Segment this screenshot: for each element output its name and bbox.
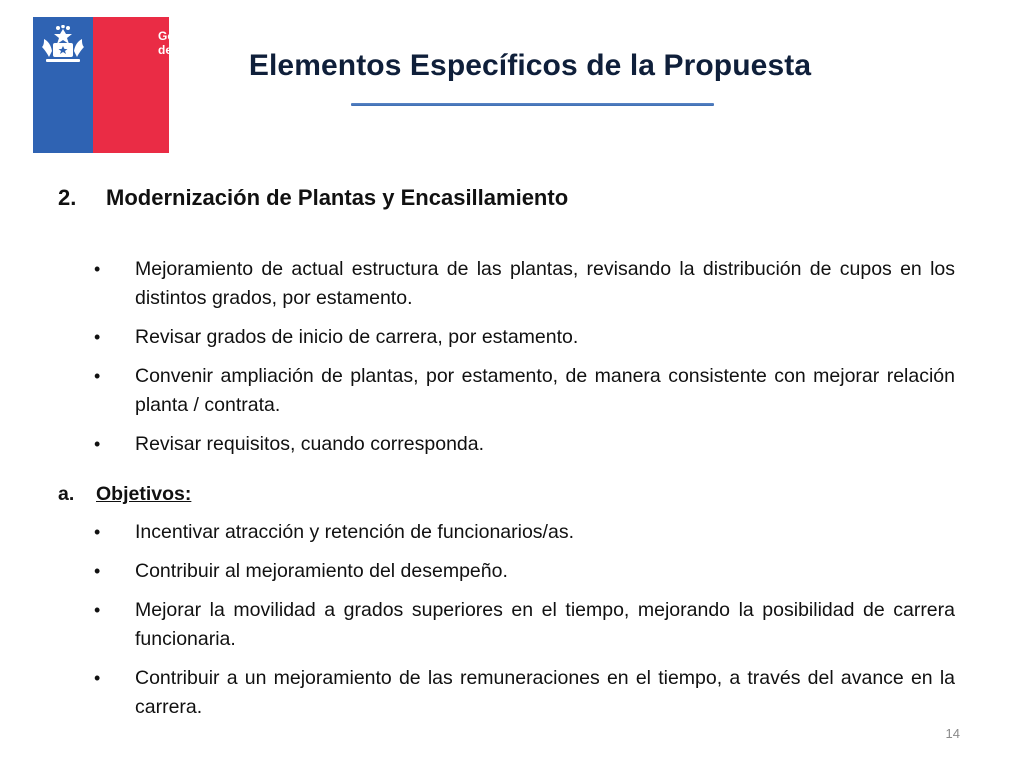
list-item <box>90 430 955 459</box>
bullet-icon: • <box>94 668 101 688</box>
subsection-title: Objetivos: <box>96 483 192 505</box>
list-item <box>90 596 955 654</box>
list-item <box>90 557 955 586</box>
objective-text: Contribuir al mejoramiento del desempeño. <box>135 560 508 582</box>
list-item <box>90 323 955 352</box>
page-number: 14 <box>945 726 960 741</box>
coat-of-arms-icon <box>38 25 88 65</box>
subsection-letter: a. <box>58 483 75 505</box>
section-heading <box>58 182 568 214</box>
list-item <box>90 664 955 722</box>
bullet-icon: • <box>94 561 101 581</box>
bullet-icon: • <box>94 434 101 454</box>
list-item <box>90 518 955 547</box>
objective-text: Contribuir a un mejoramiento de las remuneraciones en el tiempo, a través del avance en la carrera. <box>135 667 955 718</box>
logo-line-1: Gobierno <box>158 29 212 43</box>
bullet-icon: • <box>94 366 101 386</box>
slide-title: Elementos Específicos de la Propuesta <box>248 49 812 82</box>
proposal-bullet-list <box>90 255 955 469</box>
section-number: 2. <box>58 185 77 210</box>
title-underline <box>351 103 714 106</box>
bullet-text: Convenir ampliación de plantas, por estamento, de manera consistente con mejorar relación planta / contrata. <box>135 365 955 416</box>
list-item <box>90 362 955 420</box>
bullet-text: Revisar grados de inicio de carrera, por estamento. <box>135 326 579 348</box>
bullet-text: Revisar requisitos, cuando corresponda. <box>135 433 485 455</box>
logo-red-panel <box>93 17 212 153</box>
objective-text: Mejorar la movilidad a grados superiores en el tiempo, mejorando la posibilidad de carrera funcionaria. <box>135 599 955 650</box>
bullet-icon: • <box>94 259 101 279</box>
logo-line-2: de Chile <box>158 43 205 57</box>
objectives-heading <box>58 480 191 509</box>
section-title: Modernización de Plantas y Encasillamiento <box>106 185 569 210</box>
bullet-text: Mejoramiento de actual estructura de las plantas, revisando la distribución de cupos en los distintos grados, por estamento. <box>135 258 955 309</box>
bullet-icon: • <box>94 522 101 542</box>
logo-blue-panel <box>33 17 93 153</box>
objective-text: Incentivar atracción y retención de funcionarios/as. <box>135 521 574 543</box>
bullet-icon: • <box>94 327 101 347</box>
objectives-bullet-list <box>90 518 955 732</box>
gobierno-de-chile-logo <box>33 17 212 153</box>
list-item <box>90 255 955 313</box>
bullet-icon: • <box>94 600 101 620</box>
